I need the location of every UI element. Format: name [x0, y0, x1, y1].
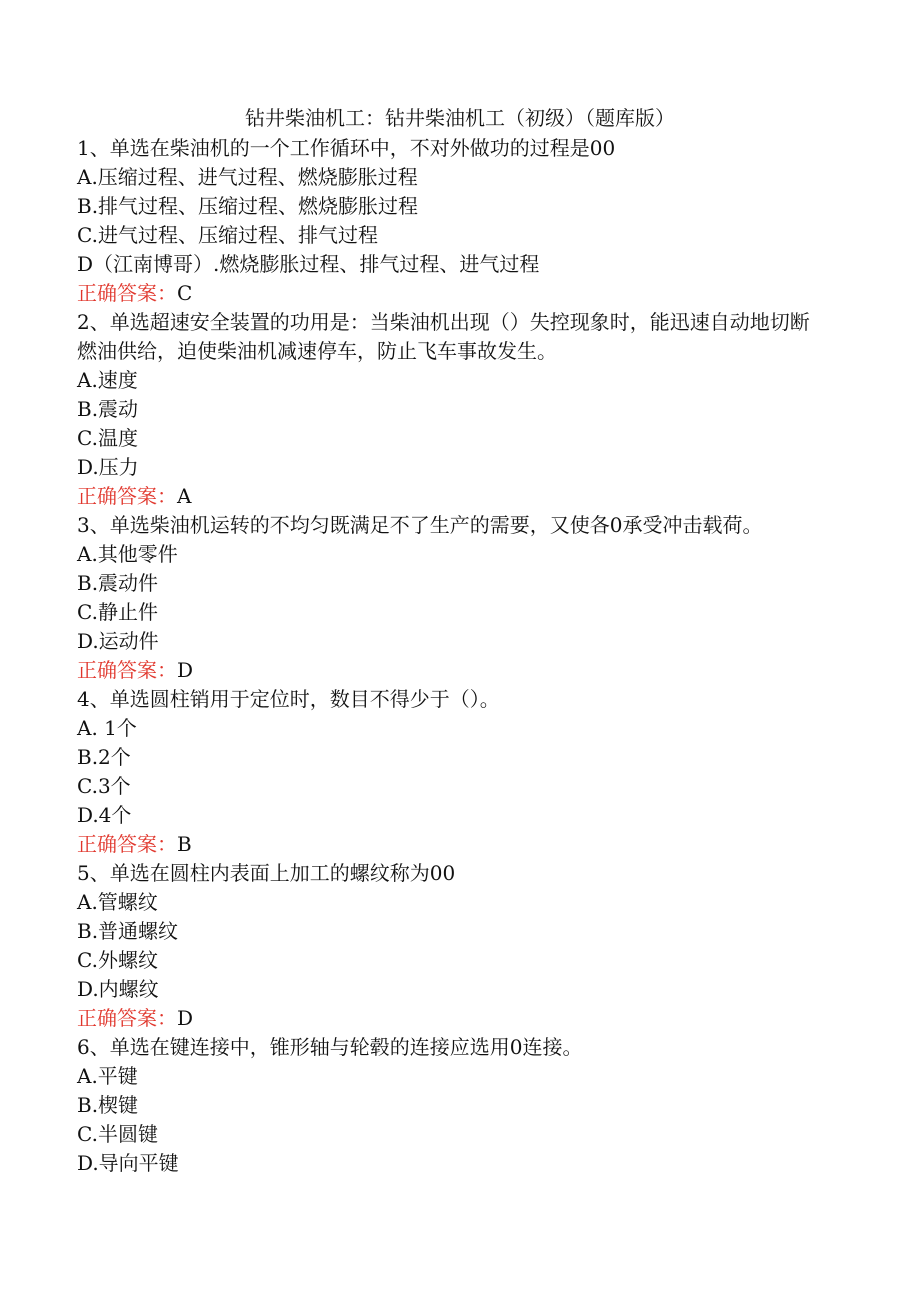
option-d: D（江南博哥）.燃烧膨胀过程、排气过程、进气过程 [77, 252, 540, 276]
option-a: A. 1个 [77, 716, 137, 740]
option-a: A.速度 [77, 368, 138, 392]
option-b: B.楔键 [77, 1093, 139, 1117]
question-block [77, 134, 837, 308]
question-text: 1、单选在柴油机的一个工作循环中，不对外做功的过程是00 [77, 136, 616, 160]
question-block [77, 859, 837, 1033]
correct-answer [77, 279, 837, 308]
option-d: D.内螺纹 [77, 977, 159, 1001]
option-a: A.平键 [77, 1064, 138, 1088]
option-a: A.压缩过程、进气过程、燃烧膨胀过程 [77, 165, 418, 189]
correct-answer [77, 656, 837, 685]
answer-value: B [177, 832, 192, 856]
question-text: 6、单选在键连接中，锥形轴与轮毂的连接应选用0连接。 [77, 1035, 583, 1059]
option-c: C.温度 [77, 426, 138, 450]
option-b: B.震动 [77, 397, 139, 421]
option-c: C.3个 [77, 774, 131, 798]
question-text: 2、单选超速安全装置的功用是：当柴油机出现（）失控现象时，能迅速自动地切断燃油供给，迫使柴油机减速停车，防止飞车事故发生。 [77, 310, 810, 363]
option-a: A.管螺纹 [77, 890, 158, 914]
answer-value: D [177, 658, 194, 682]
answer-label: 正确答案： [77, 281, 177, 305]
answer-label: 正确答案： [77, 658, 177, 682]
option-c: C.进气过程、压缩过程、排气过程 [77, 223, 378, 247]
answer-label: 正确答案： [77, 1006, 177, 1030]
answer-label: 正确答案： [77, 832, 177, 856]
question-block [77, 308, 837, 511]
option-d: D.导向平键 [77, 1151, 179, 1175]
option-d: D.压力 [77, 455, 139, 479]
question-text: 5、单选在圆柱内表面上加工的螺纹称为00 [77, 861, 456, 885]
option-b: B.2个 [77, 745, 131, 769]
option-c: C.半圆键 [77, 1122, 158, 1146]
document-title: 钻井柴油机工：钻井柴油机工（初级）（题库版） [245, 106, 675, 130]
option-b: B.震动件 [77, 571, 159, 595]
option-d: D.运动件 [77, 629, 159, 653]
answer-value: D [177, 1006, 194, 1030]
option-b: B.排气过程、压缩过程、燃烧膨胀过程 [77, 194, 419, 218]
correct-answer [77, 482, 837, 511]
option-c: C.外螺纹 [77, 948, 158, 972]
question-text: 4、单选圆柱销用于定位时，数目不得少于（）。 [77, 687, 500, 711]
question-block [77, 511, 837, 685]
answer-value: A [177, 484, 192, 508]
option-c: C.静止件 [77, 600, 158, 624]
correct-answer [77, 830, 837, 859]
option-b: B.普通螺纹 [77, 919, 179, 943]
question-block [77, 685, 837, 859]
question-list [77, 134, 837, 1178]
option-a: A.其他零件 [77, 542, 178, 566]
option-d: D.4个 [77, 803, 132, 827]
question-block [77, 1033, 837, 1178]
correct-answer [77, 1004, 837, 1033]
answer-value: C [177, 281, 193, 305]
answer-label: 正确答案： [77, 484, 177, 508]
question-text: 3、单选柴油机运转的不均匀既满足不了生产的需要，又使各0承受冲击载荷。 [77, 513, 763, 537]
